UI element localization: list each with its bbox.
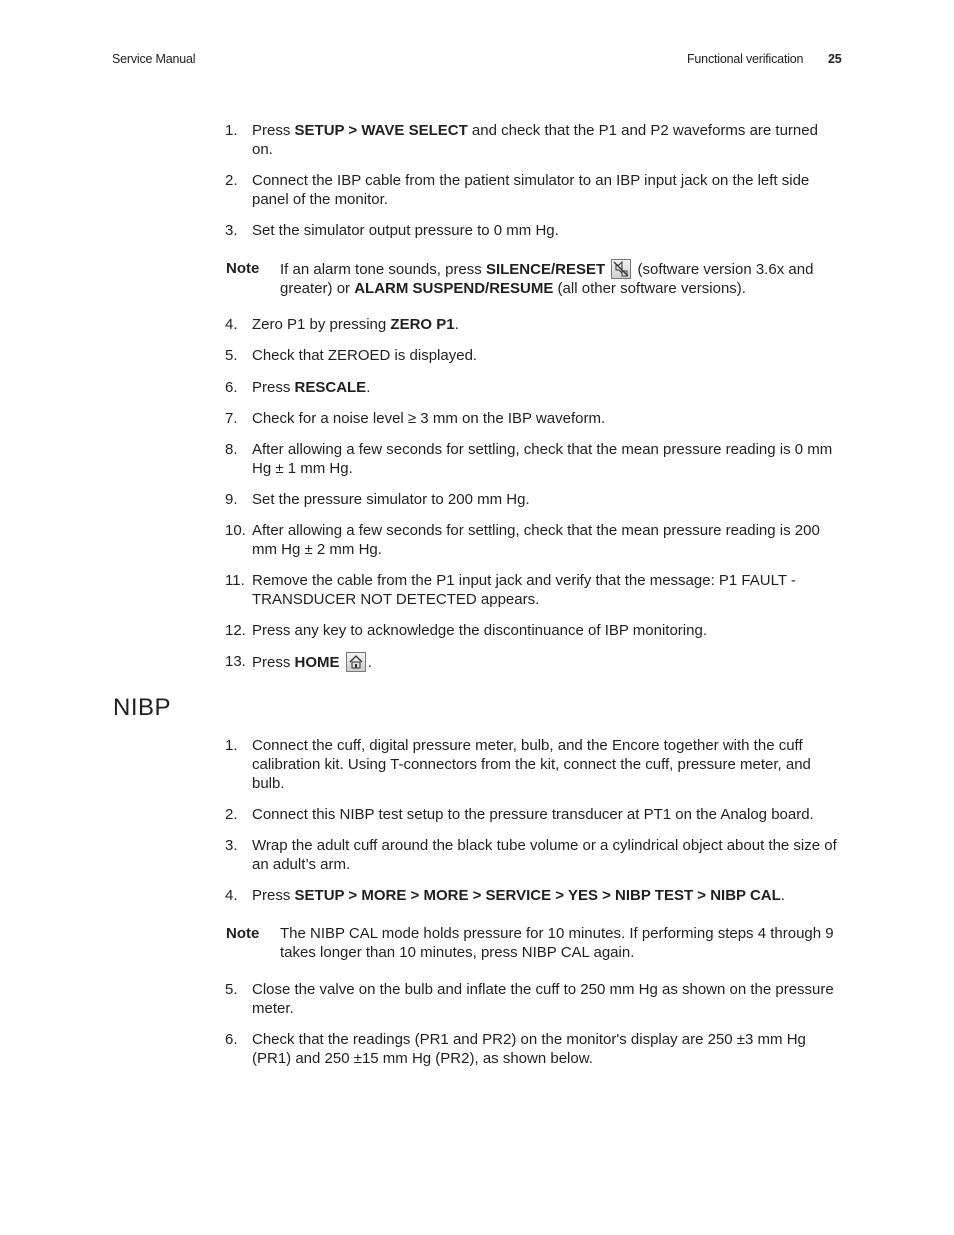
- step-number: 5.: [225, 981, 238, 998]
- step-number: 5.: [225, 347, 238, 364]
- ibp-step-11: [225, 571, 841, 609]
- alarm-suspend-key: ALARM SUSPEND/RESUME: [354, 280, 554, 297]
- ibp-step-2: [225, 171, 841, 209]
- step-number: 11.: [225, 572, 245, 589]
- key-sequence: SETUP > WAVE SELECT: [294, 122, 468, 139]
- ibp-step-8: [225, 440, 841, 478]
- ibp-step-10: [225, 521, 841, 559]
- step-number: 2.: [225, 806, 238, 823]
- step-text: Wrap the adult cuff around the black tube volume or a cylindrical object about the size of an adult’s arm.: [252, 837, 837, 873]
- running-header-section: Functional verification: [687, 52, 804, 66]
- key-name: RESCALE: [294, 379, 367, 396]
- key-name: HOME: [294, 654, 340, 671]
- note-text: The NIBP CAL mode holds pressure for 10 minutes. If performing steps 4 through 9 takes longer than 10 minutes, press NIBP CAL again.: [280, 925, 834, 961]
- step-number: 8.: [225, 441, 238, 458]
- ibp-note: Note If an alarm tone sounds, press SILENCE/RESET (software version 3.6x and greater) or ALARM SUSPEND/RESUME (all other software versions).: [226, 260, 814, 297]
- ibp-step-5: [225, 346, 841, 365]
- step-text: Press any key to acknowledge the discontinuance of IBP monitoring.: [252, 622, 707, 639]
- step-number: 3.: [225, 222, 238, 239]
- step-text: Check that ZEROED is displayed.: [252, 347, 478, 364]
- note-label: Note: [226, 260, 260, 277]
- step-text: Connect the IBP cable from the patient simulator to an IBP input jack on the left side panel of the monitor.: [252, 172, 810, 208]
- step-text: Connect this NIBP test setup to the pressure transducer at PT1 on the Analog board.: [252, 806, 814, 823]
- ibp-step-6: 6. Press RESCALE.: [225, 379, 371, 396]
- step-number: 1.: [225, 737, 238, 754]
- nibp-step-2: [225, 805, 841, 824]
- step-text: Check for a noise level ≥ 3 mm on the IBP waveform.: [252, 410, 606, 427]
- step-number: 13.: [225, 653, 246, 670]
- step-text: Close the valve on the bulb and inflate the cuff to 250 mm Hg as shown on the pressure meter.: [252, 981, 834, 1017]
- nibp-step-6: [225, 1030, 841, 1068]
- ibp-step-7: [225, 409, 841, 428]
- step-number: 12.: [225, 622, 246, 639]
- step-number: 2.: [225, 172, 238, 189]
- alarm-silence-icon: [611, 259, 631, 279]
- step-number: 4.: [225, 316, 238, 333]
- ibp-step-9: [225, 490, 841, 509]
- step-text: After allowing a few seconds for settling, check that the mean pressure reading is 200 mm Hg ± 2 mm Hg.: [252, 522, 820, 558]
- step-number: 10.: [225, 522, 246, 539]
- step-text: After allowing a few seconds for settling, check that the mean pressure reading is 0 mm Hg ± 1 mm Hg.: [252, 441, 833, 477]
- step-number: 1.: [225, 122, 238, 139]
- nibp-step-5: [225, 980, 841, 1018]
- step-text: Check that the readings (PR1 and PR2) on the monitor's display are 250 ±3 mm Hg (PR1) and 250 ±15 mm Hg (PR2), as shown below.: [252, 1031, 806, 1067]
- ibp-step-4: 4. Zero P1 by pressing ZERO P1.: [225, 316, 459, 333]
- note-label: Note: [226, 925, 260, 942]
- page-number: 25: [828, 52, 842, 66]
- ibp-step-13: 13. Press HOME .: [225, 653, 372, 671]
- nibp-step-1: [225, 736, 841, 793]
- running-header-title: Service Manual: [112, 52, 196, 66]
- step-number: 6.: [225, 379, 238, 396]
- ibp-step-1: 1. Press SETUP > WAVE SELECT and check that the P1 and P2 waveforms are turned on.: [225, 122, 818, 158]
- key-name: ZERO P1: [390, 316, 455, 333]
- step-number: 3.: [225, 837, 238, 854]
- nibp-step-3: [225, 836, 841, 874]
- ibp-step-12: [225, 621, 841, 640]
- ibp-step-3: [225, 221, 841, 240]
- step-text: Set the simulator output pressure to 0 mm Hg.: [252, 222, 559, 239]
- step-number: 6.: [225, 1031, 238, 1048]
- nibp-step-4: 4. Press SETUP > MORE > MORE > SERVICE > YES > NIBP TEST > NIBP CAL.: [225, 887, 785, 904]
- silence-reset-key: SILENCE/RESET: [485, 261, 606, 278]
- section-title-nibp: NIBP: [113, 694, 172, 721]
- step-number: 9.: [225, 491, 238, 508]
- step-number: 4.: [225, 887, 238, 904]
- step-text: Remove the cable from the P1 input jack and verify that the message: P1 FAULT - TRANSDUCER NOT DETECTED appears.: [252, 572, 796, 608]
- step-text: Set the pressure simulator to 200 mm Hg.: [252, 491, 530, 508]
- step-number: 7.: [225, 410, 238, 427]
- step-text: Connect the cuff, digital pressure meter, bulb, and the Encore together with the cuff calibration kit. Using T-connectors from the kit, connect the cuff, pressure meter, and bulb.: [252, 737, 811, 792]
- key-sequence: SETUP > MORE > MORE > SERVICE > YES > NIBP TEST > NIBP CAL: [294, 887, 781, 904]
- home-icon: [346, 652, 366, 672]
- nibp-note: [226, 924, 841, 962]
